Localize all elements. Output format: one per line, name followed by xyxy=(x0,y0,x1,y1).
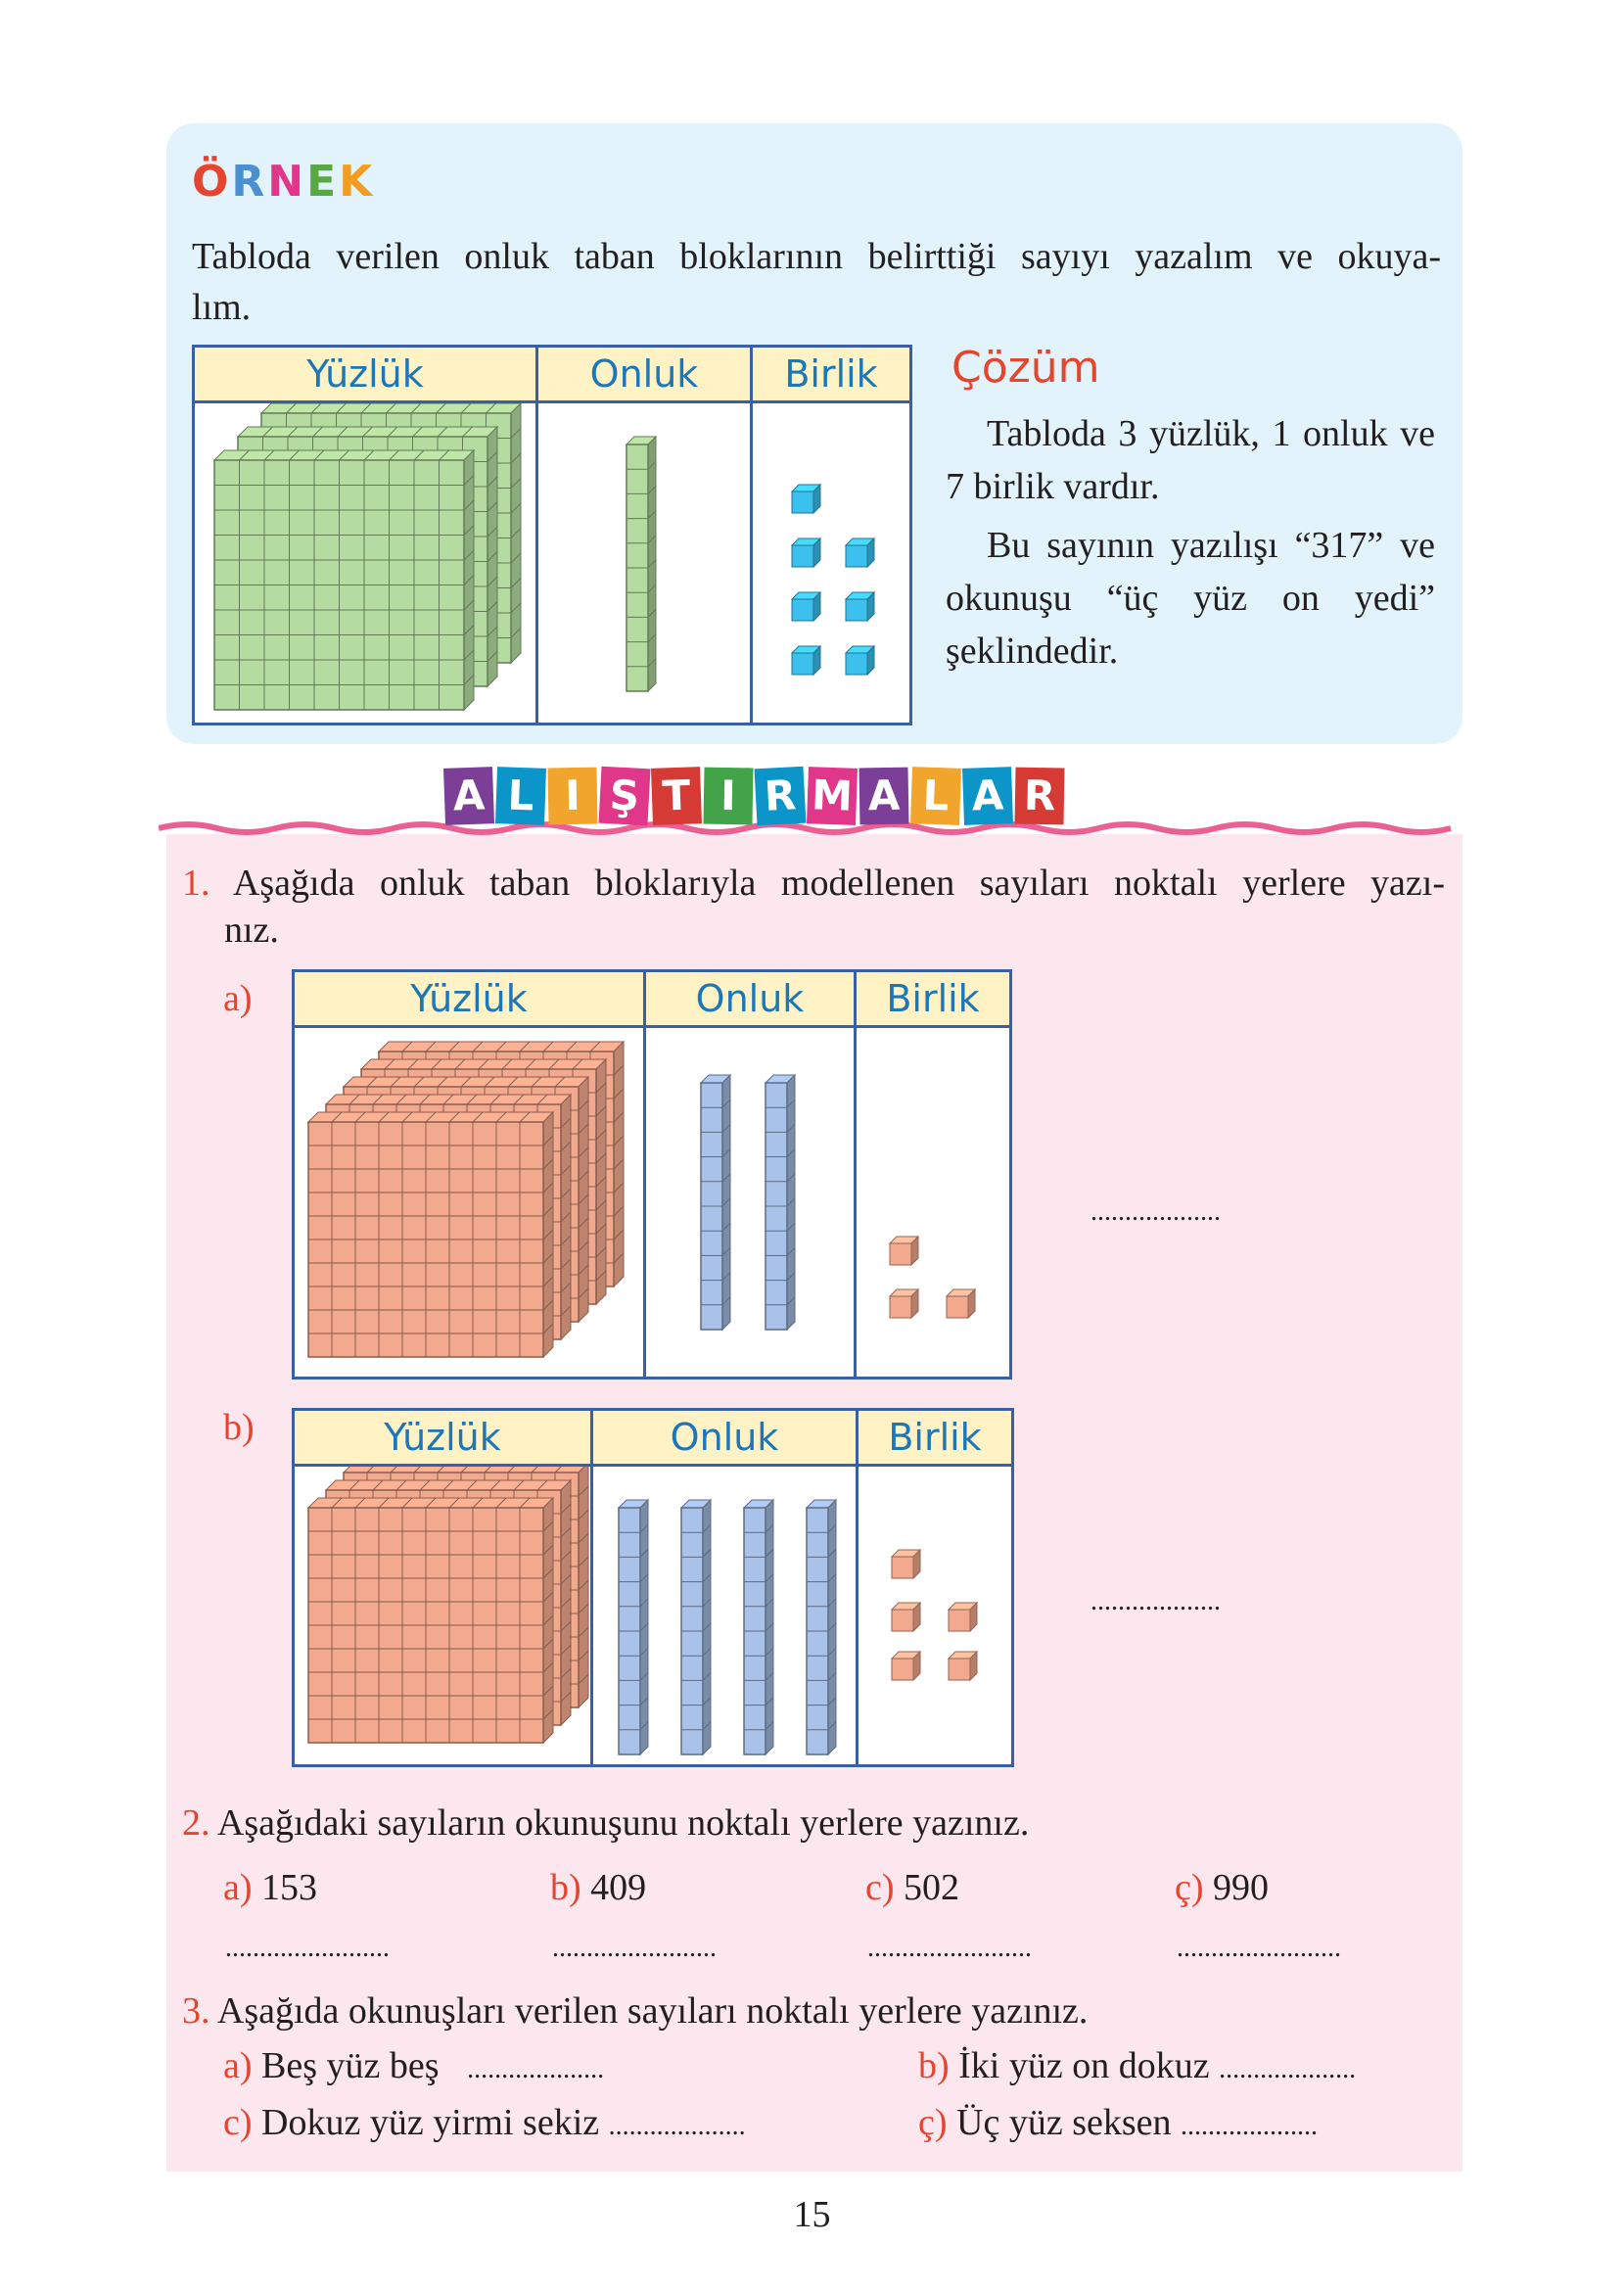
q2-item-b xyxy=(550,1864,646,1911)
question-text-cont: nız. xyxy=(224,910,279,951)
banner-letter: T xyxy=(651,767,702,825)
ten-rod xyxy=(766,1075,795,1330)
example-title-letter: N xyxy=(267,157,307,207)
q2-answer-blank-cc[interactable]: ........................ xyxy=(1177,1933,1341,1963)
solution-title: Çözüm xyxy=(951,343,1100,393)
banner-letter: A xyxy=(962,767,1013,825)
hundreds-blocks xyxy=(195,403,535,723)
ten-rod xyxy=(807,1500,836,1754)
ten-rod xyxy=(701,1075,730,1330)
one-cube xyxy=(792,485,820,513)
one-cube xyxy=(949,1652,977,1680)
question-number: 1. xyxy=(182,863,210,904)
q2-item-a xyxy=(223,1864,317,1911)
question-text: Aşağıda okunuşları verilen sayıları noktalı yerlere yazınız. xyxy=(216,1990,1089,2032)
hundreds-cell xyxy=(294,1466,592,1766)
question-text: Aşağıdaki sayıların okunuşunu noktalı yerlere yazınız. xyxy=(216,1802,1030,1844)
header-onluk: Onluk xyxy=(645,971,856,1027)
item-label: ç) xyxy=(1175,1867,1204,1908)
example-title-letter: E xyxy=(306,157,340,207)
answer-blank-b[interactable]: ................... xyxy=(1090,1586,1221,1616)
banner-letter: A xyxy=(858,768,908,825)
header-yuzluk: Yüzlük xyxy=(294,1410,592,1466)
one-cube xyxy=(792,592,820,621)
one-cube xyxy=(892,1652,920,1680)
ones-cell xyxy=(752,402,911,725)
hundred-flat xyxy=(214,450,474,710)
item-value: 990 xyxy=(1213,1867,1270,1908)
question-3 xyxy=(182,1987,1088,2034)
item-value: 153 xyxy=(261,1867,318,1908)
solution-paragraph-2: Bu sayının yazılışı “317” ve okunuşu “üç yüz on yedi” şeklindedir. xyxy=(946,525,1435,672)
item-value: 409 xyxy=(590,1867,647,1908)
q2-answer-blank-c[interactable]: ........................ xyxy=(867,1933,1032,1963)
q1b-place-value-table xyxy=(292,1408,1014,1767)
hundreds-blocks xyxy=(295,1028,643,1377)
one-cube xyxy=(890,1237,918,1265)
q2-item-cc xyxy=(1175,1864,1269,1911)
example-place-value-table xyxy=(192,345,912,725)
q2-answer-blank-b[interactable]: ........................ xyxy=(552,1933,717,1963)
item-value: İki yüz on dokuz xyxy=(958,2045,1210,2086)
q1a-place-value-table xyxy=(292,969,1012,1379)
hundreds-cell xyxy=(294,1027,645,1379)
q3-item-b xyxy=(918,2042,1356,2093)
example-description xyxy=(192,231,1441,333)
example-title-letter: K xyxy=(339,157,376,207)
banner-letter: I xyxy=(703,768,753,825)
ones-cubes xyxy=(857,1028,1009,1377)
item-value: 502 xyxy=(904,1867,960,1908)
example-title-letter: Ö xyxy=(192,157,232,207)
hundred-flat xyxy=(308,1498,553,1743)
item-label: a) xyxy=(223,2045,253,2086)
q3-answer-blank-cc[interactable]: .................... xyxy=(1181,2111,1319,2141)
tens-cell xyxy=(592,1466,858,1766)
question-number: 2. xyxy=(182,1802,210,1844)
banner-letter: R xyxy=(755,767,807,826)
header-yuzluk: Yüzlük xyxy=(194,347,537,402)
ones-cell xyxy=(856,1027,1011,1379)
banner-letter: M xyxy=(807,767,858,825)
question-number: 3. xyxy=(182,1990,210,2032)
part-a-label: a) xyxy=(223,978,253,1019)
exercises-banner xyxy=(444,768,1067,832)
example-title-letter: R xyxy=(231,157,268,207)
one-cube xyxy=(892,1603,920,1631)
item-label: c) xyxy=(223,2102,253,2143)
one-cube xyxy=(846,646,874,675)
question-text: Aşağıda onluk taban bloklarıyla modellenen sayıları noktalı yerlere yazı- xyxy=(232,863,1446,904)
header-onluk: Onluk xyxy=(537,347,752,402)
header-birlik: Birlik xyxy=(858,1410,1013,1466)
tens-cell xyxy=(645,1027,856,1379)
q3-item-cc xyxy=(918,2099,1318,2150)
q3-item-c xyxy=(223,2099,746,2150)
ten-rod xyxy=(619,1500,648,1754)
q3-answer-blank-b[interactable]: .................... xyxy=(1219,2054,1357,2084)
header-onluk: Onluk xyxy=(592,1410,858,1466)
one-cube xyxy=(947,1289,975,1318)
q2-item-c xyxy=(865,1864,959,1911)
ones-cubes xyxy=(858,1467,1011,1764)
one-cube xyxy=(792,538,820,567)
one-cube xyxy=(890,1289,918,1318)
header-yuzluk: Yüzlük xyxy=(294,971,645,1027)
item-label: a) xyxy=(223,1867,253,1908)
item-label: ç) xyxy=(918,2102,948,2143)
example-description-line: Tabloda verilen onluk taban bloklarının belirttiği sayıyı yazalım ve okuya- xyxy=(192,236,1441,277)
one-cube xyxy=(949,1603,977,1631)
item-label: c) xyxy=(865,1867,895,1908)
item-label: b) xyxy=(918,2045,950,2086)
example-description-line: lım. xyxy=(192,287,252,328)
banner-letter: Ş xyxy=(599,767,651,826)
banner-letter: L xyxy=(910,767,961,825)
banner-letter: L xyxy=(495,767,546,825)
one-cube xyxy=(892,1550,920,1578)
item-value: Beş yüz beş xyxy=(261,2045,440,2086)
banner-letter: A xyxy=(443,767,494,825)
hundred-flat xyxy=(308,1112,553,1357)
item-value: Dokuz yüz yirmi sekiz xyxy=(261,2102,600,2143)
ten-rod xyxy=(681,1500,711,1754)
tens-rods xyxy=(593,1467,856,1764)
q2-answer-blank-a[interactable]: ........................ xyxy=(225,1933,390,1963)
example-title xyxy=(192,157,375,207)
page-number: 15 xyxy=(793,2194,831,2235)
solution-paragraph-1: Tabloda 3 yüzlük, 1 onluk ve 7 birlik vardır. xyxy=(946,413,1435,507)
header-birlik: Birlik xyxy=(752,347,911,402)
hundreds-cell xyxy=(194,402,537,725)
q3-item-a xyxy=(223,2042,604,2093)
q3-answer-blank-a[interactable]: .................... xyxy=(467,2054,605,2084)
answer-blank-a[interactable]: ................... xyxy=(1090,1196,1221,1227)
one-cube xyxy=(846,592,874,621)
ones-cell xyxy=(858,1466,1013,1766)
header-birlik: Birlik xyxy=(856,971,1011,1027)
tens-rods xyxy=(646,1028,854,1377)
question-1 xyxy=(182,860,1445,954)
q3-answer-blank-c[interactable]: .................... xyxy=(608,2111,746,2141)
item-value: Üç yüz seksen xyxy=(956,2102,1172,2143)
tens-rods xyxy=(538,403,750,723)
banner-letter: R xyxy=(1014,768,1064,825)
banner-letter: I xyxy=(547,768,597,825)
part-b-label: b) xyxy=(223,1407,255,1448)
one-cube xyxy=(792,646,820,675)
item-label: b) xyxy=(550,1867,581,1908)
question-2 xyxy=(182,1800,1029,1847)
ones-cubes xyxy=(753,403,909,723)
tens-cell xyxy=(537,402,752,725)
ten-rod xyxy=(626,437,656,691)
hundreds-blocks xyxy=(295,1467,590,1764)
ten-rod xyxy=(744,1500,773,1754)
one-cube xyxy=(846,538,874,567)
